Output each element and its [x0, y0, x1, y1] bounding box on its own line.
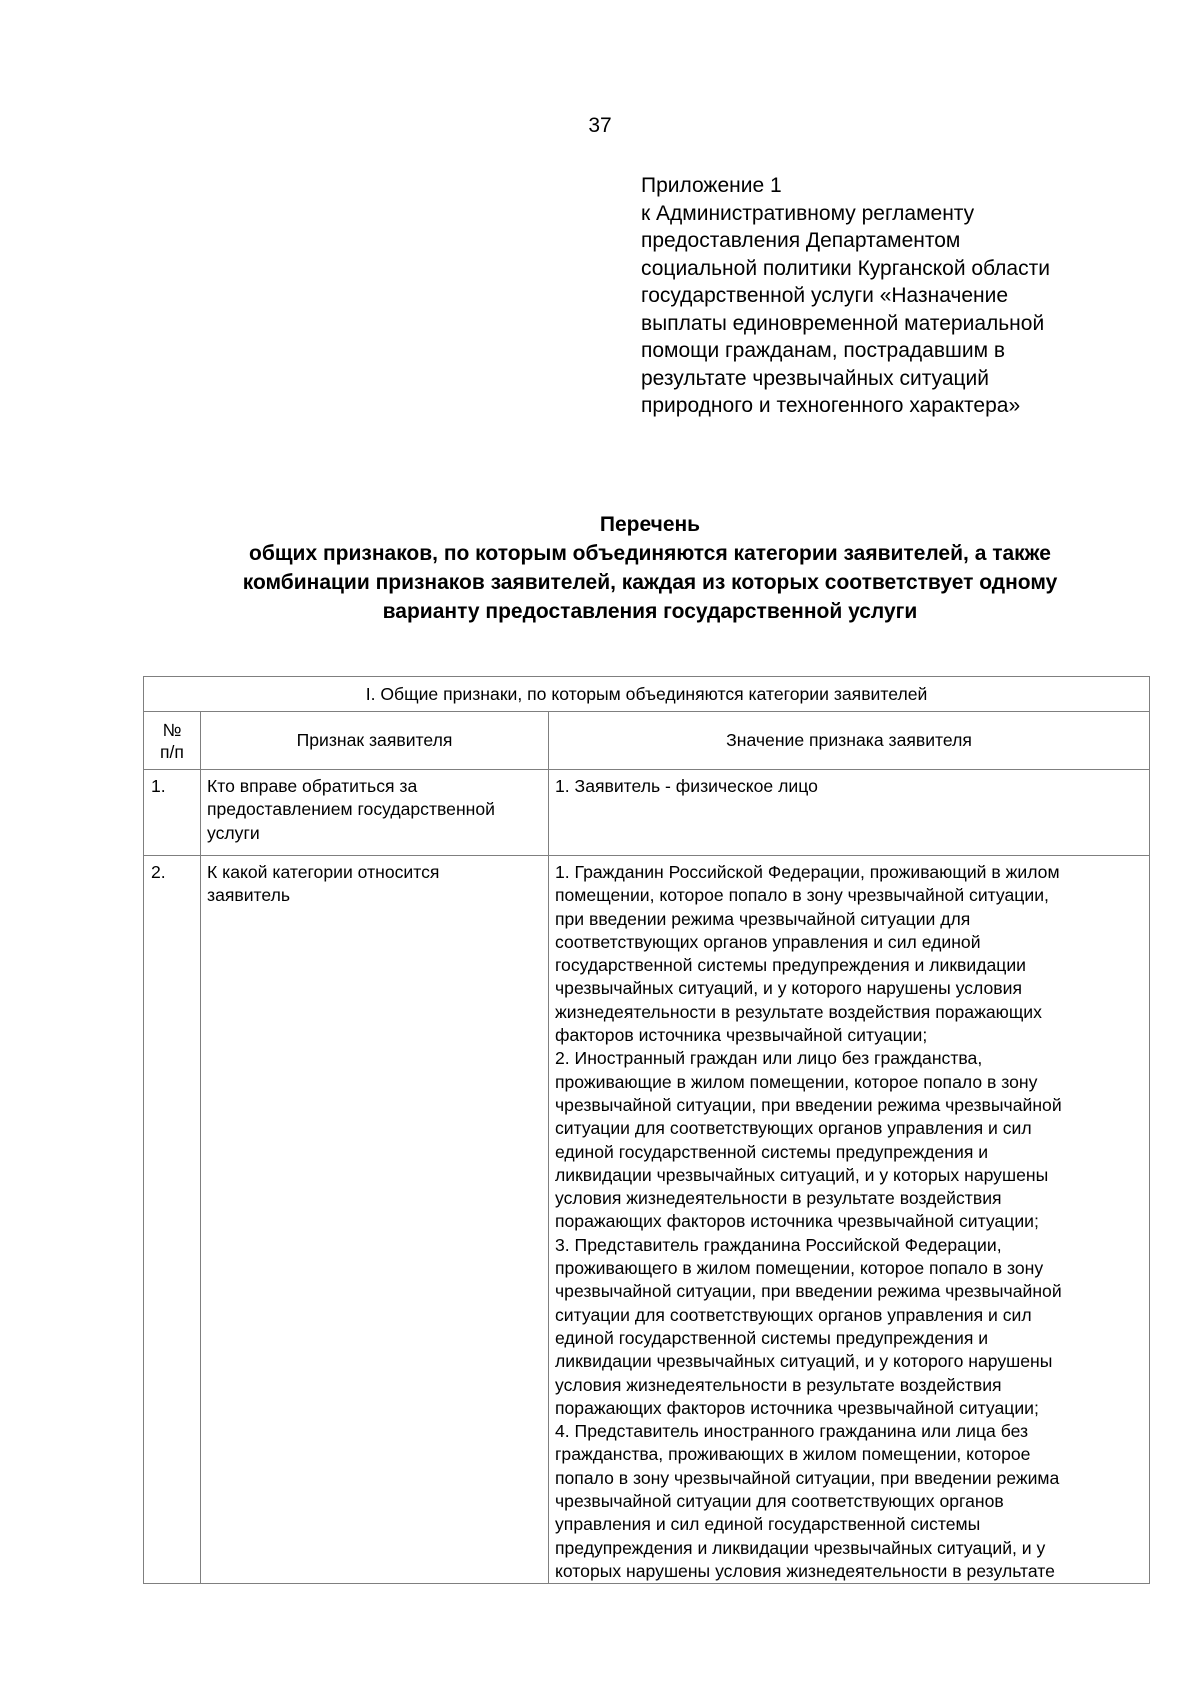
row-value-line: 1. Заявитель - физическое лицо — [555, 776, 818, 796]
row-value-line: которых нарушены условия жизнедеятельности в результате — [555, 1560, 1055, 1581]
row-value-line: поражающих факторов источника чрезвычайной ситуации; — [555, 1211, 1039, 1232]
row-number: 1. — [144, 770, 201, 856]
row-value-line: управления и сил единой государственной системы — [555, 1514, 981, 1535]
page-number: 37 — [588, 114, 612, 137]
column-header-row — [144, 712, 1150, 770]
appendix-line: природного и техногенного характера» — [641, 394, 1021, 417]
row-value-line: проживающего в жилом помещении, которое попало в зону — [555, 1258, 1044, 1279]
column-header-value: Значение признака заявителя — [549, 712, 1150, 770]
row-attribute — [201, 770, 549, 856]
row-value-line: соответствующих органов управления и сил единой — [555, 931, 981, 952]
attributes-table — [143, 676, 1150, 1584]
row-value-line: чрезвычайной ситуации, при введении режима чрезвычайной — [555, 1281, 1062, 1302]
row-value-line: помещении, которое попало в зону чрезвычайной ситуации, — [555, 885, 1049, 906]
title-line: комбинации признаков заявителей, каждая из которых соответствует одному — [242, 571, 1058, 594]
row-value-line: гражданства, проживающих в жилом помещении, которое — [555, 1444, 1031, 1465]
row-value-line: проживающие в жилом помещении, которое попало в зону — [555, 1071, 1038, 1092]
column-header-number — [144, 712, 201, 770]
row-value-line: ликвидации чрезвычайных ситуаций, и у которого нарушены — [555, 1351, 1053, 1372]
row-value-line: 3. Представитель гражданина Российской Федерации, — [555, 1234, 1002, 1255]
appendix-block — [641, 172, 1141, 420]
appendix-line: социальной политики Курганской области — [641, 256, 1050, 280]
section-header: I. Общие признаки, по которым объединяются категории заявителей — [144, 677, 1150, 712]
appendix-line: результате чрезвычайных ситуаций — [641, 366, 989, 390]
row-value-line: жизнедеятельности в результате воздействия поражающих — [555, 1001, 1042, 1022]
row-value-line: предупреждения и ликвидации чрезвычайных ситуаций, и у — [555, 1537, 1046, 1558]
row-value-line: ликвидации чрезвычайных ситуаций, и у которых нарушены — [555, 1164, 1049, 1185]
row-value-line: единой государственной системы предупреждения и — [555, 1327, 989, 1348]
row-attribute-line: К какой категории относится — [207, 862, 440, 882]
appendix-line: государственной услуги «Назначение — [641, 284, 1009, 307]
row-value-line: чрезвычайных ситуаций, и у которого нарушены условия — [555, 978, 1022, 999]
row-value-line: при введении режима чрезвычайной ситуации для — [555, 908, 971, 929]
section-header-row — [144, 677, 1150, 712]
table-row — [144, 770, 1150, 856]
row-attribute-line: услуги — [207, 822, 260, 843]
document-title — [140, 510, 1160, 626]
row-value-line: условия жизнедеятельности в результате воздействия — [555, 1374, 1002, 1395]
row-value — [549, 770, 1150, 856]
row-value-line: условия жизнедеятельности в результате воздействия — [555, 1188, 1002, 1209]
appendix-line: выплаты единовременной материальной — [641, 311, 1045, 335]
row-value — [549, 856, 1150, 1584]
row-value-line: чрезвычайной ситуации, при введении режима чрезвычайной — [555, 1094, 1062, 1115]
title-line: общих признаков, по которым объединяются категории заявителей, а также — [249, 542, 1051, 565]
row-attribute-line: предоставлением государственной — [207, 799, 496, 820]
row-value-line: факторов источника чрезвычайной ситуации; — [555, 1025, 928, 1046]
column-header-attribute: Признак заявителя — [201, 712, 549, 770]
row-value-line: 2. Иностранный граждан или лицо без гражданства, — [555, 1048, 983, 1069]
row-value-line: 1. Гражданин Российской Федерации, проживающий в жилом — [555, 862, 1060, 882]
row-attribute-line: заявитель — [207, 885, 291, 906]
row-value-line: ситуации для соответствующих органов управления и сил — [555, 1304, 1032, 1325]
row-number: 2. — [144, 856, 201, 1584]
table-row — [144, 856, 1150, 1584]
title-line: Перечень — [599, 513, 701, 536]
row-attribute-line: Кто вправе обратиться за — [207, 776, 418, 796]
appendix-line: к Административному регламенту — [641, 201, 975, 225]
row-value-line: единой государственной системы предупреждения и — [555, 1141, 989, 1162]
appendix-line: Приложение 1 — [641, 174, 782, 197]
appendix-line: помощи гражданам, пострадавшим в — [641, 339, 1006, 362]
column-header-number-line2: п/п — [160, 741, 184, 762]
row-value-line: чрезвычайной ситуации для соответствующих органов — [555, 1491, 1004, 1512]
row-value-line: 4. Представитель иностранного гражданина или лица без — [555, 1421, 1029, 1442]
row-value-line: попало в зону чрезвычайной ситуации, при введении режима — [555, 1467, 1060, 1488]
row-attribute — [201, 856, 549, 1584]
row-value-line: ситуации для соответствующих органов управления и сил — [555, 1118, 1032, 1139]
column-header-number-line1: № — [162, 719, 182, 740]
row-value-line: государственной системы предупреждения и ликвидации — [555, 955, 1026, 976]
row-value-line: поражающих факторов источника чрезвычайной ситуации; — [555, 1397, 1039, 1418]
appendix-line: предоставления Департаментом — [641, 229, 961, 252]
title-line: варианту предоставления государственной услуги — [382, 600, 918, 623]
